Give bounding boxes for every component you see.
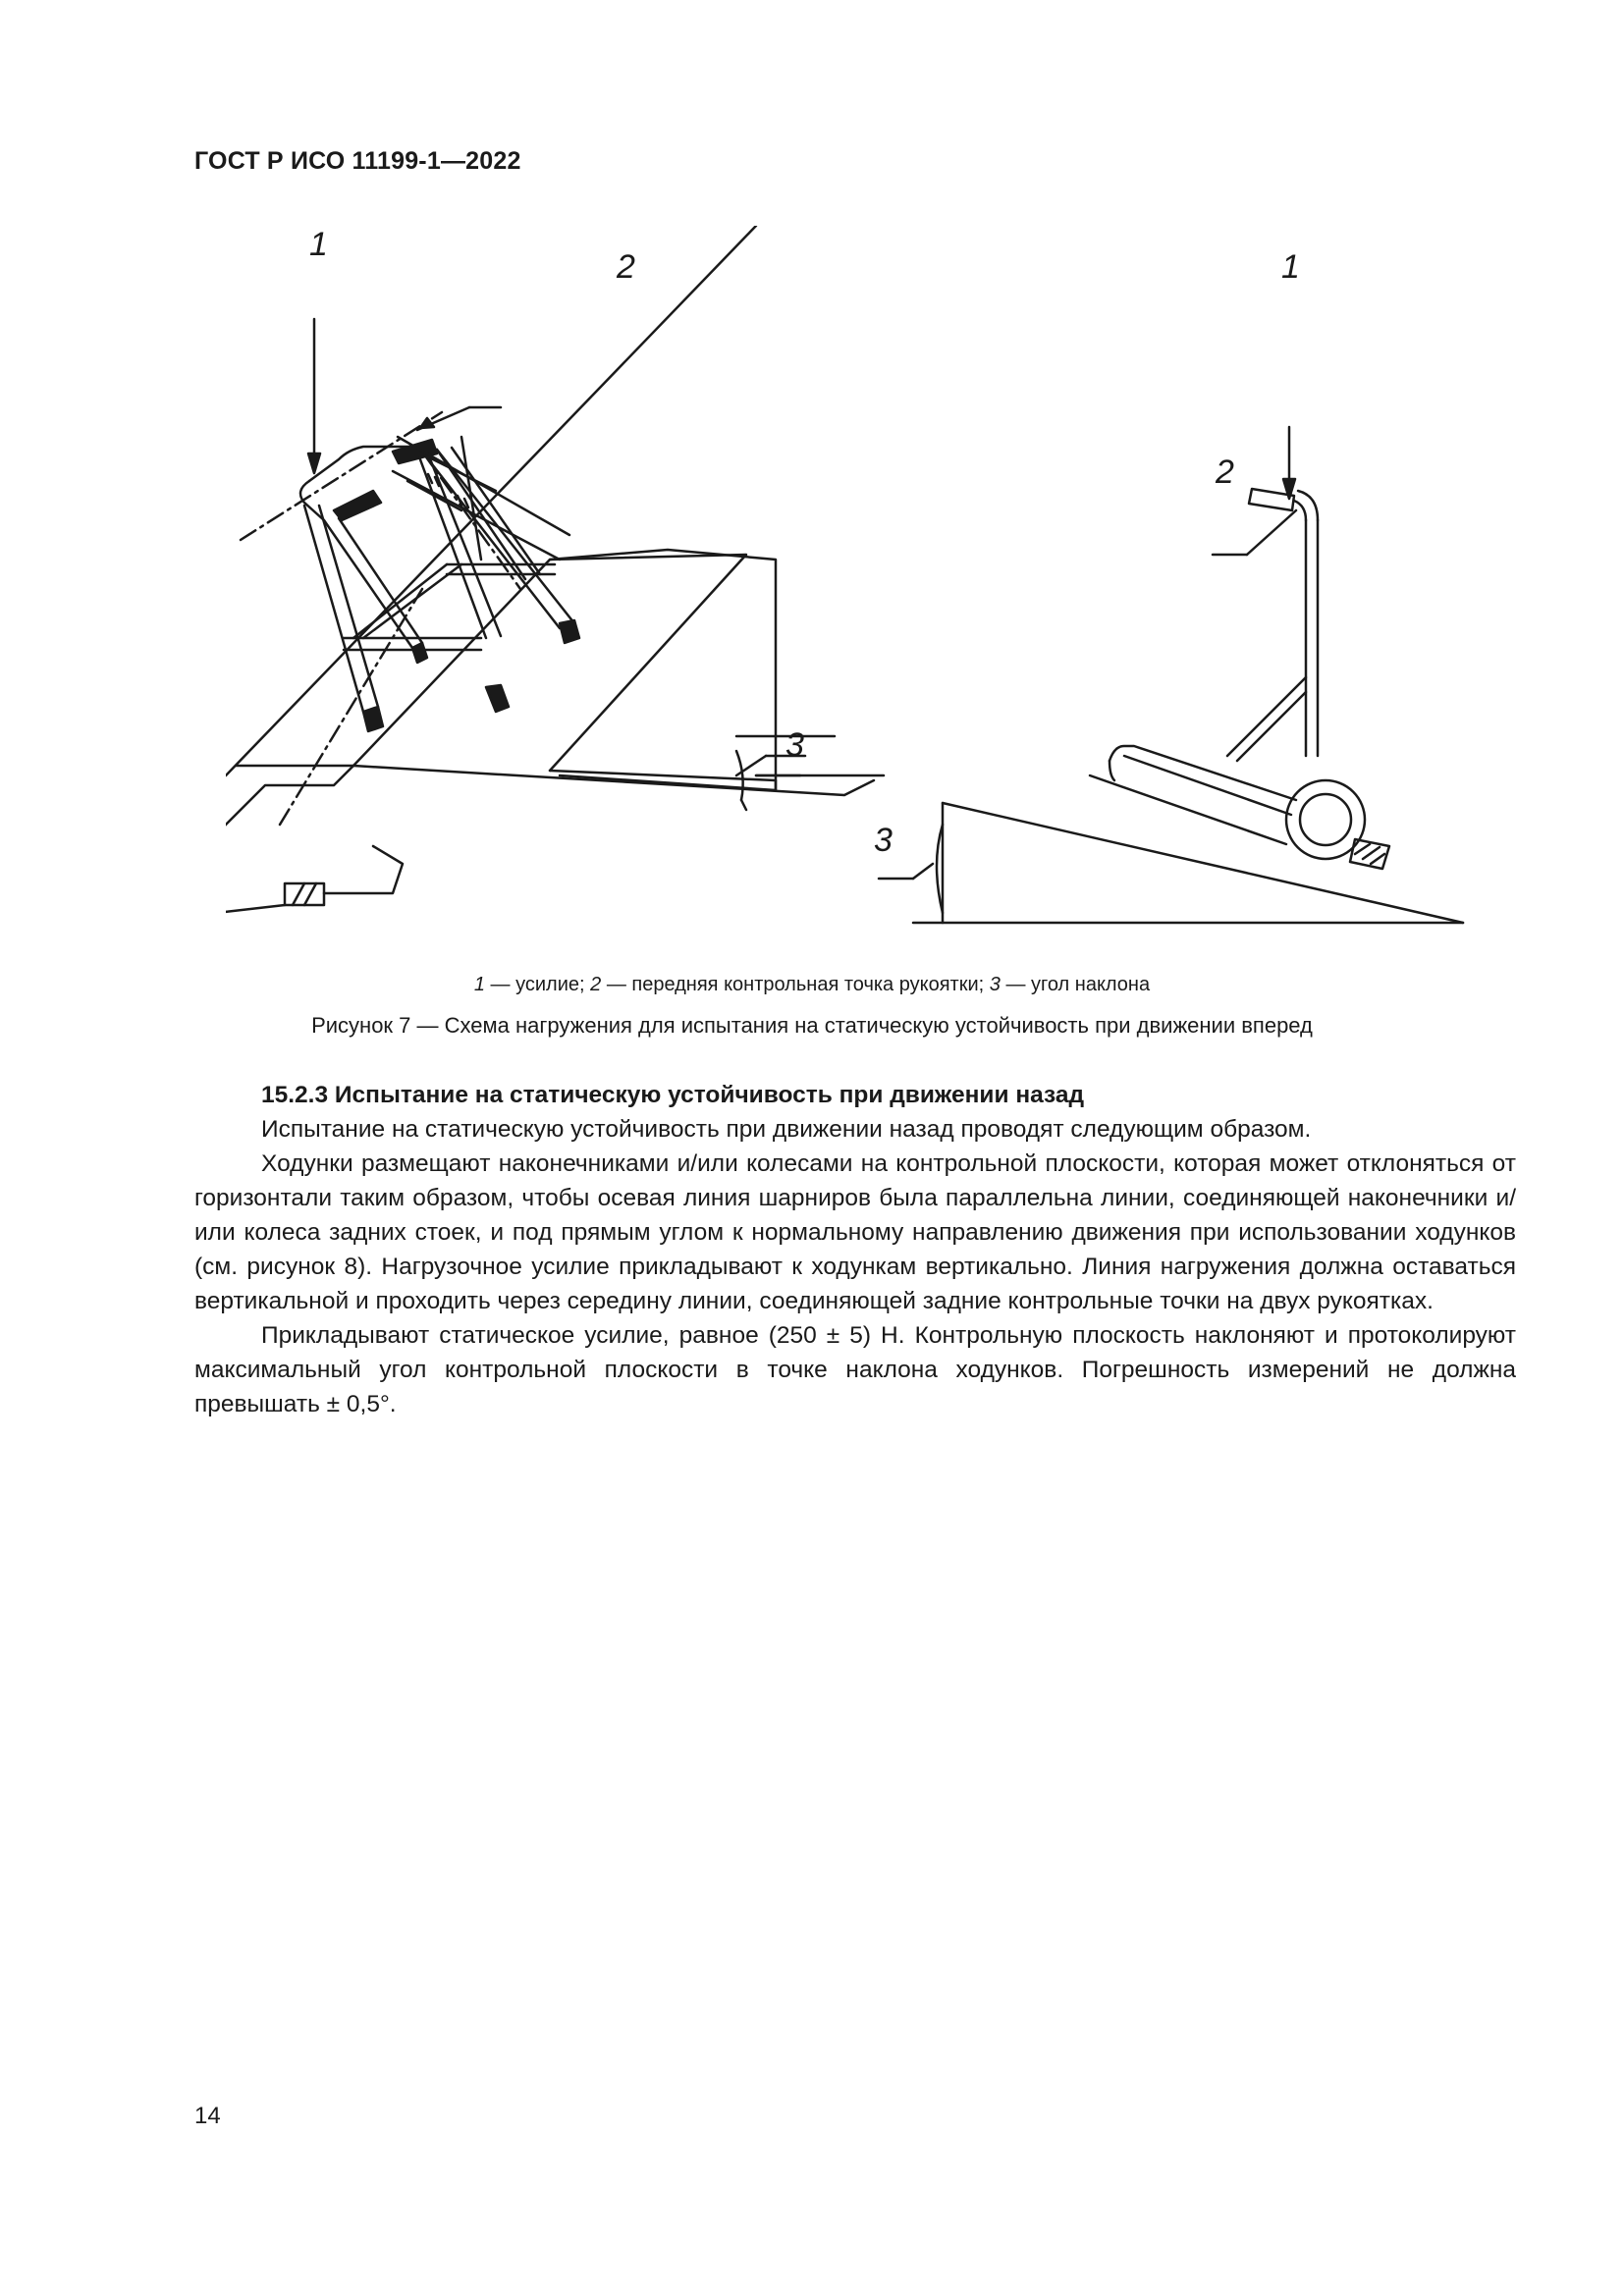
- document-header: ГОСТ Р ИСО 11199-1—2022: [194, 147, 521, 175]
- page-number: 14: [194, 2103, 221, 2129]
- legend-text-1: — усилие;: [485, 974, 591, 995]
- left-label-3: 3: [785, 726, 804, 764]
- paragraph-3: Прикладывают статическое усилие, равное (250 ± 5) Н. Контрольную плоскость наклоняют и протоколируют максимальный угол контрольной плоскости в точке наклона ходунков. Погрешность измерений не должна превышать ± 0,5°.: [194, 1322, 1516, 1417]
- paragraph-2: Ходунки размещают наконечниками и/или колесами на контрольной плоскости, которая может отклоняться от горизонтали таким образом, чтобы осевая линия шарниров была параллельна линии, соединяющей наконечники и/или колеса задних стоек, и под прямым углом к нормальному направлению движения при использовании ходунков (см. рисунок 8). Нагрузочное усилие прикладывают к ходункам вертикально. Линия нагружения должна оставаться вертикальной и проходить через середину линии, соединяющей задние контрольные точки на двух рукоятках.: [194, 1150, 1516, 1314]
- left-label-1: 1: [309, 226, 328, 263]
- legend-num-2: 2: [590, 974, 602, 995]
- right-label-2: 2: [1216, 454, 1234, 491]
- right-walker-drawing: [879, 427, 1463, 923]
- section-heading: 15.2.3 Испытание на статическую устойчивость при движении назад: [261, 1082, 1085, 1108]
- figure-legend: [0, 974, 1624, 996]
- left-walker-drawing: [226, 226, 884, 913]
- paragraph-1: Испытание на статическую устойчивость при движении назад проводят следующим образом.: [261, 1116, 1312, 1143]
- figure-7-drawing: [226, 226, 1502, 952]
- right-label-3: 3: [874, 822, 893, 859]
- legend-num-3: 3: [989, 974, 1001, 995]
- legend-text-3: — угол наклона: [1000, 974, 1151, 995]
- right-label-1: 1: [1281, 248, 1300, 286]
- figure-7: [226, 226, 1502, 952]
- legend-text-2: — передняя контрольная точка рукоятки;: [601, 974, 990, 995]
- section-15-2-3: [194, 1078, 1516, 1421]
- left-label-2: 2: [617, 248, 635, 286]
- figure-caption: Рисунок 7 — Схема нагружения для испытания на статическую устойчивость при движении вперед: [311, 1013, 1313, 1038]
- legend-num-1: 1: [473, 974, 485, 995]
